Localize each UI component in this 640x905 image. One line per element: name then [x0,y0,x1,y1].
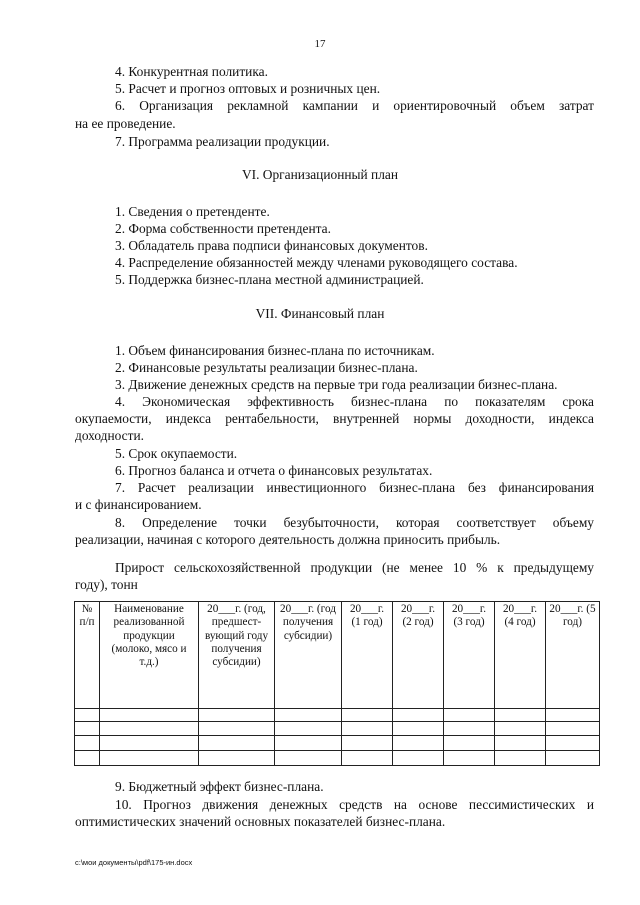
table-cell [393,709,444,722]
table-cell [444,751,495,766]
table-cell [275,722,342,736]
page-number: 17 [314,38,326,50]
list-item: 8. Определение точки безубыточности, которая соответствует объему [115,515,594,530]
table-cell [342,736,393,751]
table-caption: Прирост сельскохозяйственной продукции (не менее 10 % к предыдущему [115,560,594,575]
list-item: 6. Прогноз баланса и отчета о финансовых результатах. [115,463,433,478]
table-cell [75,736,100,751]
column-header-year-2: 20___г. (2 год) [393,602,444,709]
list-item-continuation: и с финансированием. [75,497,202,512]
table-cell [100,736,199,751]
footer-file-path: c:\мои документы\pdf\175-ин.docx [75,858,193,867]
table-cell [546,736,600,751]
table-cell [199,709,275,722]
list-item: 4. Экономическая эффективность бизнес-плана по показателям срока [115,394,594,409]
table-cell [546,722,600,736]
list-item-continuation: оптимистических значений основных показателей бизнес-плана. [75,814,446,829]
table-cell [495,736,546,751]
list-item: 5. Срок окупаемости. [115,446,238,461]
table-cell [100,709,199,722]
list-item: 10. Прогноз движения денежных средств на основе пессимистических и [115,797,594,812]
list-item: 4. Распределение обязанностей между членами руководящего состава. [115,255,518,270]
column-header-subsidy-year: 20___г. (год получения субсидии) [275,602,342,709]
list-item: 9. Бюджетный эффект бизнес-плана. [115,779,324,794]
table-cell [100,722,199,736]
table-cell [100,751,199,766]
list-item-continuation: на ее проведение. [75,116,176,131]
table-cell [199,736,275,751]
list-item: 4. Конкурентная политика. [115,64,268,79]
list-item-continuation: реализации, начиная с которого деятельность должна приносить прибыль. [75,532,501,547]
table-row [75,722,600,736]
table-cell [75,751,100,766]
table-header-row [75,602,600,709]
list-item: 2. Форма собственности претендента. [115,221,331,236]
table-cell [75,709,100,722]
section-heading-organizational-plan: VI. Организационный план [241,167,399,182]
table-cell [75,722,100,736]
list-item: 1. Сведения о претенденте. [115,204,270,219]
table-caption-continuation: году), тонн [75,577,138,592]
list-item: 7. Расчет реализации инвестиционного бизнес-плана без финансирования [115,480,594,495]
table-cell [495,722,546,736]
table-row [75,751,600,766]
column-header-year-3: 20___г. (3 год) [444,602,495,709]
table-cell [275,751,342,766]
column-header-number: № п/п [75,602,100,709]
list-item: 7. Программа реализации продукции. [115,134,330,149]
column-header-year-4: 20___г. (4 год) [495,602,546,709]
table-cell [444,722,495,736]
table-cell [342,751,393,766]
table-cell [546,751,600,766]
section-heading-financial-plan: VII. Финансовый план [255,306,385,321]
table-cell [342,709,393,722]
table-cell [444,709,495,722]
table-cell [275,709,342,722]
table-cell [342,722,393,736]
table-cell [393,722,444,736]
list-item-continuation: доходности. [75,428,144,443]
list-item: 5. Расчет и прогноз оптовых и розничных цен. [115,81,381,96]
list-item: 2. Финансовые результаты реализации бизнес-плана. [115,360,418,375]
column-header-year-5: 20___г. (5 год) [546,602,600,709]
table-cell [495,709,546,722]
table-cell [495,751,546,766]
list-item-continuation: окупаемости, индекса рентабельности, внутренней нормы доходности, индекса [75,411,594,426]
list-item: 3. Движение денежных средств на первые три года реализации бизнес-плана. [115,377,558,392]
column-header-product-name: Наименование реализованной продукции (молоко, мясо и т.д.) [100,602,199,709]
list-item: 1. Объем финансирования бизнес-плана по источникам. [115,343,435,358]
list-item: 3. Обладатель права подписи финансовых документов. [115,238,428,253]
table-cell [393,736,444,751]
table-cell [199,751,275,766]
production-growth-table [74,601,600,766]
column-header-year-1: 20___г. (1 год) [342,602,393,709]
table-cell [199,722,275,736]
table-cell [275,736,342,751]
table-cell [546,709,600,722]
list-item: 6. Организация рекламной кампании и ориентировочный объем затрат [115,98,594,113]
list-item: 5. Поддержка бизнес-плана местной администрацией. [115,272,424,287]
table-cell [393,751,444,766]
table-row [75,709,600,722]
table-row [75,736,600,751]
column-header-prior-year: 20___г. (год, предшест-вующий году получения субсидии) [199,602,275,709]
table-cell [444,736,495,751]
